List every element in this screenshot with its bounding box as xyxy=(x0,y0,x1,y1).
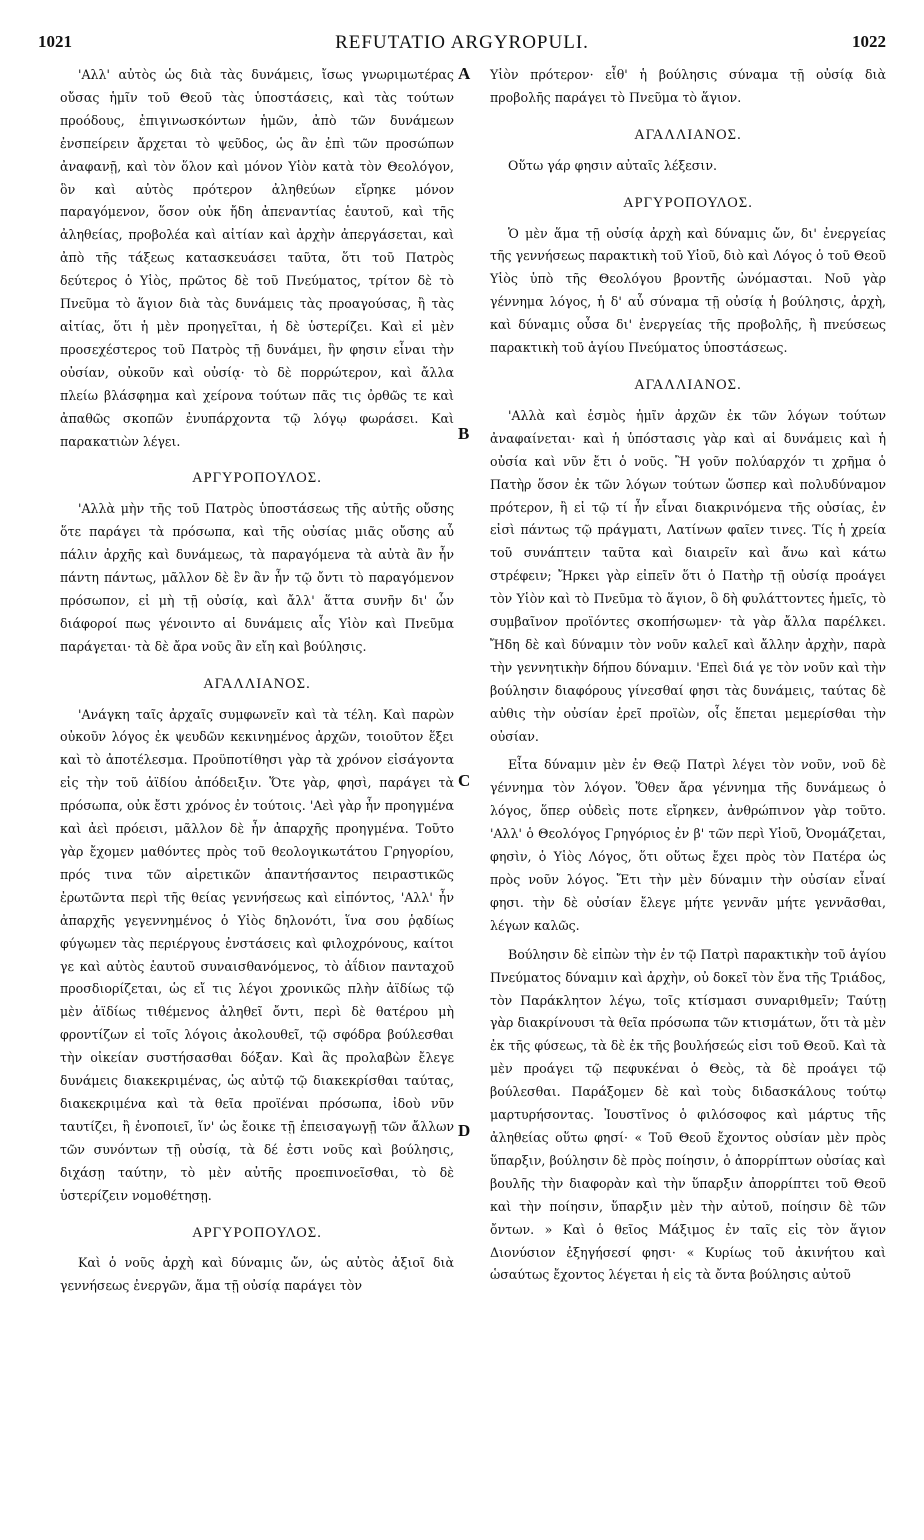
left-paragraph: 'Αλλὰ μὴν τῆς τοῦ Πατρὸς ὑποστάσεως τῆς αὐτῆς οὔσης ὅτε παράγει τὰ πρόσωπα, καὶ τῆς οὐσίας μιᾶς οὔσης αὖ πάλιν ἀρχῆς καὶ δυνάμεως, τὰ παραγόμενα τὰ αὐτὰ ἂν ἦν πάντη πάντως, μᾶλλον δὲ ἓν ἂν ἦν τῷ ὄντι τὸ παραγόμενον πρόσωπον, εἰ μὴ τῇ οὐσίᾳ, καὶ ἄλλ' ἅττα συνῆν δι' ὧν διάφοροί πως γένοιντο αἱ δυνάμεις αἷς Υἱὸν καὶ Πνεῦμα παράγεται· τὰ δὲ ἄρα νοῦς ἂν εἴη καὶ βούλησις. xyxy=(60,501,454,654)
left-paragraph: 'Αλλ' αὐτὸς ὡς διὰ τὰς δυνάμεις, ἴσως γνωριμωτέρας οὔσας ἡμῖν τοῦ Θεοῦ τὰς ὑποστάσεις, καὶ τὰς τούτων προόδους, ἐπιγινωσκόντων ἡμῶν, ἀπὸ τῶν δυνάμεων ἐνσπείρειν ἄρχεται τὸ ψεῦδος, ὡς ἂν ἐπὶ τῶν προσώπων ἀναφανῇ, καὶ τὸν ὅλον καὶ μόνον Υἱὸν κατὰ τὸν Θεολόγον, ὃν καὶ αὐτὸς πρότερον ἀληθεύων εἴρηκε μόνον παραγόμενον, ὅσον οὐκ ἤδη ἀπεναντίας ἑαυτοῦ, καὶ τῆς ἀληθείας, προβολέα καὶ αἰτίαν καὶ ἀρχὴν ἀπεργάσεται, καὶ ἀπὸ τῆς τάξεως κατασκευάσει ταῦτα, ὅτι τοῦ Πατρὸς δεύτερος ὁ Υἱὸς, πρῶτος δὲ τοῦ Πνεύματος, τρίτον δὲ τὸ Πνεῦμα τὸ ἅγιον διὰ τὰς δυνάμεις τὰς προαγούσας, ἢ τὰς αἰτίας, ὅτι ἡ μὲν προηγεῖται, ἡ δὲ ὑστερίζει. Καὶ εἰ μὲν προσεχέστερος τοῦ Πατρὸς τῇ δυνάμει, ἣν φησιν εἶναι τὴν οὐσίαν, οὐκοῦν καὶ οὐσίᾳ· τὸ δὲ πορρώτερον, καὶ ἄλλα πλείω βλάσφημα καὶ χείρονα τούτων πᾶς τις ὀρθῶς τε καὶ ἀπαθῶς σκοπῶν ἐνυπάρχοντα τῷ λόγῳ φωράσει. Καὶ παρακατιὼν λέγει. xyxy=(60,67,454,449)
page-header xyxy=(0,0,924,60)
right-paragraph: Εἶτα δύναμιν μὲν ἐν Θεῷ Πατρὶ λέγει τὸν νοῦν, νοῦ δὲ γέννημα τὸν λόγον. Ὅθεν ἄρα γέννημα τῆς δυνάμεως ὁ λόγος, ὅπερ οὐδεὶς ποτε εἴρηκεν, ἀνθρώπινον γὰρ τοῦτο. 'Αλλ' ὁ Θεολόγος Γρηγόριος ἐν β' τῶν περὶ Υἱοῦ, Ὀνομάζεται, φησὶν, ὁ Υἱὸς Λόγος, ὅτι οὕτως ἔχει πρὸς τὸν Πατέρα ὡς πρὸς νοῦν λόγος. Ἔτι τὴν μὲν δύναμιν τὴν οὐσίαν εἶναί φησι. τὴν δὲ οὐσίαν ἔλεγε μήτε γεννᾶν μήτε γεννᾶσθαι, λέγων καλῶς. xyxy=(490,757,886,933)
page-number-right: 1022 xyxy=(852,32,886,51)
left-paragraph: 'Ανάγκη ταῖς ἀρχαῖς συμφωνεῖν καὶ τὰ τέλη. Καὶ παρὼν οὐκοῦν λόγος ἐκ ψευδῶν κεκινημένος ἀρχῶν, τοιοῦτον ἕξει καὶ τὸ ἀποτέλεσμα. Προϋποτίθησι γὰρ τὰ χρόνον εἰσάγοντα εἰς τὴν τοῦ ἀϊδίου ἀπόδειξιν. Ὅτε γὰρ, φησὶ, παράγει τὰ πρόσωπα, οὐκ ἔστι χρόνος ἐν τούτοις. 'Αεὶ γὰρ ἦν προηγμένα καὶ ἀεὶ πρόεισι, μᾶλλον δὲ ἦν ἀπαρχῆς προηγμένα. Τοῦτο γὰρ ἔχομεν μαθόντες πρὸς τοῦ θεολογικωτάτου Γρηγορίου, πρός τινα τῶν αἱρετικῶν ἀπαντήσαντος πειραστικῶς ἐρωτῶντα περὶ τῆς θείας γεννήσεως καὶ εἰπόντος, 'Αλλ' ἦν ἀπαρχῆς γεγεννημένος ὁ Υἱὸς δηλονότι, ἵνα σου ῥᾳδίως φύγωμεν τὰς περιέργους ἐνστάσεις καὶ φιλοχρόνους, καίτοι γε καὶ αὐτὸς ἑαυτοῦ συναισθανόμενος, τὸ ἀΐδιον πανταχοῦ προσδιορίζεται, ὡς εἴ τις λέγοι χρονικῶς πλὴν ἀϊδίως τῷ μὲν ἀϊδίως τιθέμενος ἀληθεῖ ὄντι, περὶ δὲ θατέρου μὴ φροντίζων εἰ τοῖς λόγοις ἀκολουθεῖ, τῷ σφόδρα βούλεσθαι τὴν οἰκείαν συστήσασθαι δόξαν. Καὶ ἃς προλαβὼν ἔλεγε δυνάμεις διακεκριμένας, ὡς αὐτῷ τῷ διακεκρίσθαι ταύτας, διακεκριμένα καὶ τὰ θεῖα προϊέναι πρόσωπα, ἰδοὺ νῦν ταυτίζει, ἢ ἑνοποιεῖ, ἵν' ὡς ἔοικε τῇ ἐπεισαγωγῇ τῶν ἄλλων τῶν συνόντων τῇ οὐσίᾳ, τὰ δέ ἐστι νοῦς καὶ βούλησις, διχάσῃ ταύτην, τὸ μὲν αὐτῆς προεπινοεῖσθαι, τὸ δὲ ὑστερίζειν νομοθέτησῃ. xyxy=(60,706,454,1203)
left-speaker-heading: ΑΓΑΛΛΙΑΝΟΣ. xyxy=(203,675,311,692)
right-column xyxy=(490,64,886,1293)
right-paragraph: Ὁ μὲν ἅμα τῇ οὐσίᾳ ἀρχὴ καὶ δύναμις ὤν, δι' ἐνεργείας τῆς γεννήσεως παρακτικὴ τοῦ Υἱοῦ, διὸ καὶ Λόγος ὁ τοῦ Θεοῦ Υἱὸς ὑπὸ τῆς Θεολόγου βροντῆς ὠνόμασται. Νοῦ γὰρ γέννημα λόγος, ἡ δ' αὖ σύναμα τῇ οὐσίᾳ ἡ βούλησις, ἀρχὴ, καὶ δύναμις οὖσα δι' ἐνεργείας τῆς προβολῆς, ἢ πνεύσεως παρακτικὴ τοῦ ἁγίου Πνεύματος ὑποστάσεως. xyxy=(490,225,886,356)
margin-marker-b: B xyxy=(458,424,470,443)
right-speaker-heading: ΑΡΓΥΡΟΠΟΥΛΟΣ. xyxy=(623,194,753,211)
right-speaker-heading: ΑΓΑΛΛΙΑΝΟΣ. xyxy=(634,376,742,393)
page-number-left: 1021 xyxy=(38,32,72,51)
right-speaker-heading: ΑΓΑΛΛΙΑΝΟΣ. xyxy=(634,126,742,143)
margin-marker-d: D xyxy=(458,1121,471,1140)
margin-marker-a: A xyxy=(458,64,471,83)
left-column xyxy=(60,64,454,1304)
margin-marker-c: C xyxy=(458,771,471,790)
right-paragraph: Υἱὸν πρότερον· εἶθ' ἡ βούλησις σύναμα τῇ οὐσίᾳ διὰ προβολῆς παράγει τὸ Πνεῦμα τὸ ἅγιον. xyxy=(490,67,886,105)
right-paragraph: Βούλησιν δὲ εἰπὼν τὴν ἐν τῷ Πατρὶ παρακτικὴν τοῦ ἁγίου Πνεύματος δύναμιν καὶ ἀρχὴν, οὐ δοκεῖ τὸν ἕνα τῆς Τριάδος, τὸν Παράκλητον λέγω, τοῖς κτίσμασι συναριθμεῖν; Ταύτῃ γὰρ διακρίνουσι τὰ θεῖα πρόσωπα τῶν κτισμάτων, ὅτι τὰ μὲν ἐκ τῆς φύσεως, τὰ δὲ ἐκ τῆς βουλήσεώς εἰσι τοῦ Θεοῦ. Καὶ τὰ μὲν προάγει τῷ πεφυκέναι ὁ Θεὸς, τὰ δὲ προάγει τῷ βούλεσθαι. Παράξομεν δὲ καὶ τοὺς διδασκάλους τούτῳ μαρτυρήσοντας. Ἰουστῖνος ὁ φιλόσοφος καὶ μάρτυς τῆς ἀληθείας οὕτω φησί· « Τοῦ Θεοῦ ἔχοντος οὐσίαν μὲν πρὸς ὕπαρξιν, βούλησιν δὲ πρὸς ποίησιν, ὁ ἀπορρίπτων οὐσίας καὶ βουλῆς τὴν διαφορὰν καὶ τὴν ὕπαρξιν ἀπορρίπτει τοῦ Θεοῦ καὶ τὴν ποίησιν, ὕπαρξιν μὲν τὴν αὐτοῦ, ποίησιν δὲ τῶν ὄντων. » Καὶ ὁ θεῖος Μάξιμος ἐν ταῖς εἰς τὸν ἅγιον Διονύσιον ἐξηγήσεσί φησι· « Κυρίως τοῦ ἀκινήτου καὶ ὡσαύτως ἔχοντος λέγεται ἡ εἰς τὰ ὄντα βούλησις αὐτοῦ xyxy=(490,946,886,1283)
left-paragraph: Καὶ ὁ νοῦς ἀρχὴ καὶ δύναμις ὤν, ὡς αὐτὸς ἀξιοῖ διὰ γεννήσεως ἐνεργῶν, ἅμα τῇ οὐσίᾳ παράγει τὸν xyxy=(60,1255,454,1294)
right-paragraph: Οὕτω γάρ φησιν αὐταῖς λέξεσιν. xyxy=(508,157,718,173)
left-speaker-heading: ΑΡΓΥΡΟΠΟΥΛΟΣ. xyxy=(192,1224,322,1241)
running-title: REFUTATIO ARGYROPULI. xyxy=(335,32,589,53)
left-speaker-heading: ΑΡΓΥΡΟΠΟΥΛΟΣ. xyxy=(192,470,322,487)
right-paragraph: 'Αλλὰ καὶ ἑσμὸς ἡμῖν ἀρχῶν ἐκ τῶν λόγων τούτων ἀναφαίνεται· καὶ ἡ ὑπόστασις γὰρ καὶ αἱ δυνάμεις καὶ ἡ οὐσία καὶ νῦν ἔτι ὁ νοῦς. Ἢ γοῦν πολύαρχόν τι χρῆμα ὁ Πατὴρ ὅσον ἐκ τῶν λόγων τούτων ὥσπερ καὶ πολυδύναμον πρότερον, ἢ εἰ τῷ τί ἦν εἶναι διακρινόμενα τῆς οὐσίας, ἐν εἰσὶ πάντως τῷ πράγματι, Λατίνων φαῖεν τινες. Τίς ἡ χρεία τοῦ συνάπτειν ταῦτα καὶ διαιρεῖν καὶ ἄνω καὶ κάτω στρέφειν; Ἤρκει γὰρ εἰπεῖν ὅτι ὁ Πατὴρ τῇ οὐσίᾳ προάγει τὸν Υἱὸν καὶ τὸ Πνεῦμα τὸ ἅγιον, ὃ δὴ φυλάττοντες ἡμεῖς, τὸ συμβαῖνον προϊόντες σκοπήσωμεν· τὰ γὰρ ἄλλα παρέλκει. Ἤδη δὲ καὶ δύναμιν τὸν νοῦν καλεῖ καὶ ἄλλην ἀρχὴν, παρὰ τὴν γεννητικὴν δήπου δύναμιν. 'Επεὶ διά γε τὸν νοῦν καὶ τὴν βούλησιν διαφόρους γίνεσθαί φησι τὰς δυνάμεις, ταύτας δὲ αὐθις τὴν οὐσίαν ἐρεῖ προϊὼν, οἷς ἕπεται μεμερίσθαι τὴν οὐσίαν. xyxy=(490,407,886,744)
